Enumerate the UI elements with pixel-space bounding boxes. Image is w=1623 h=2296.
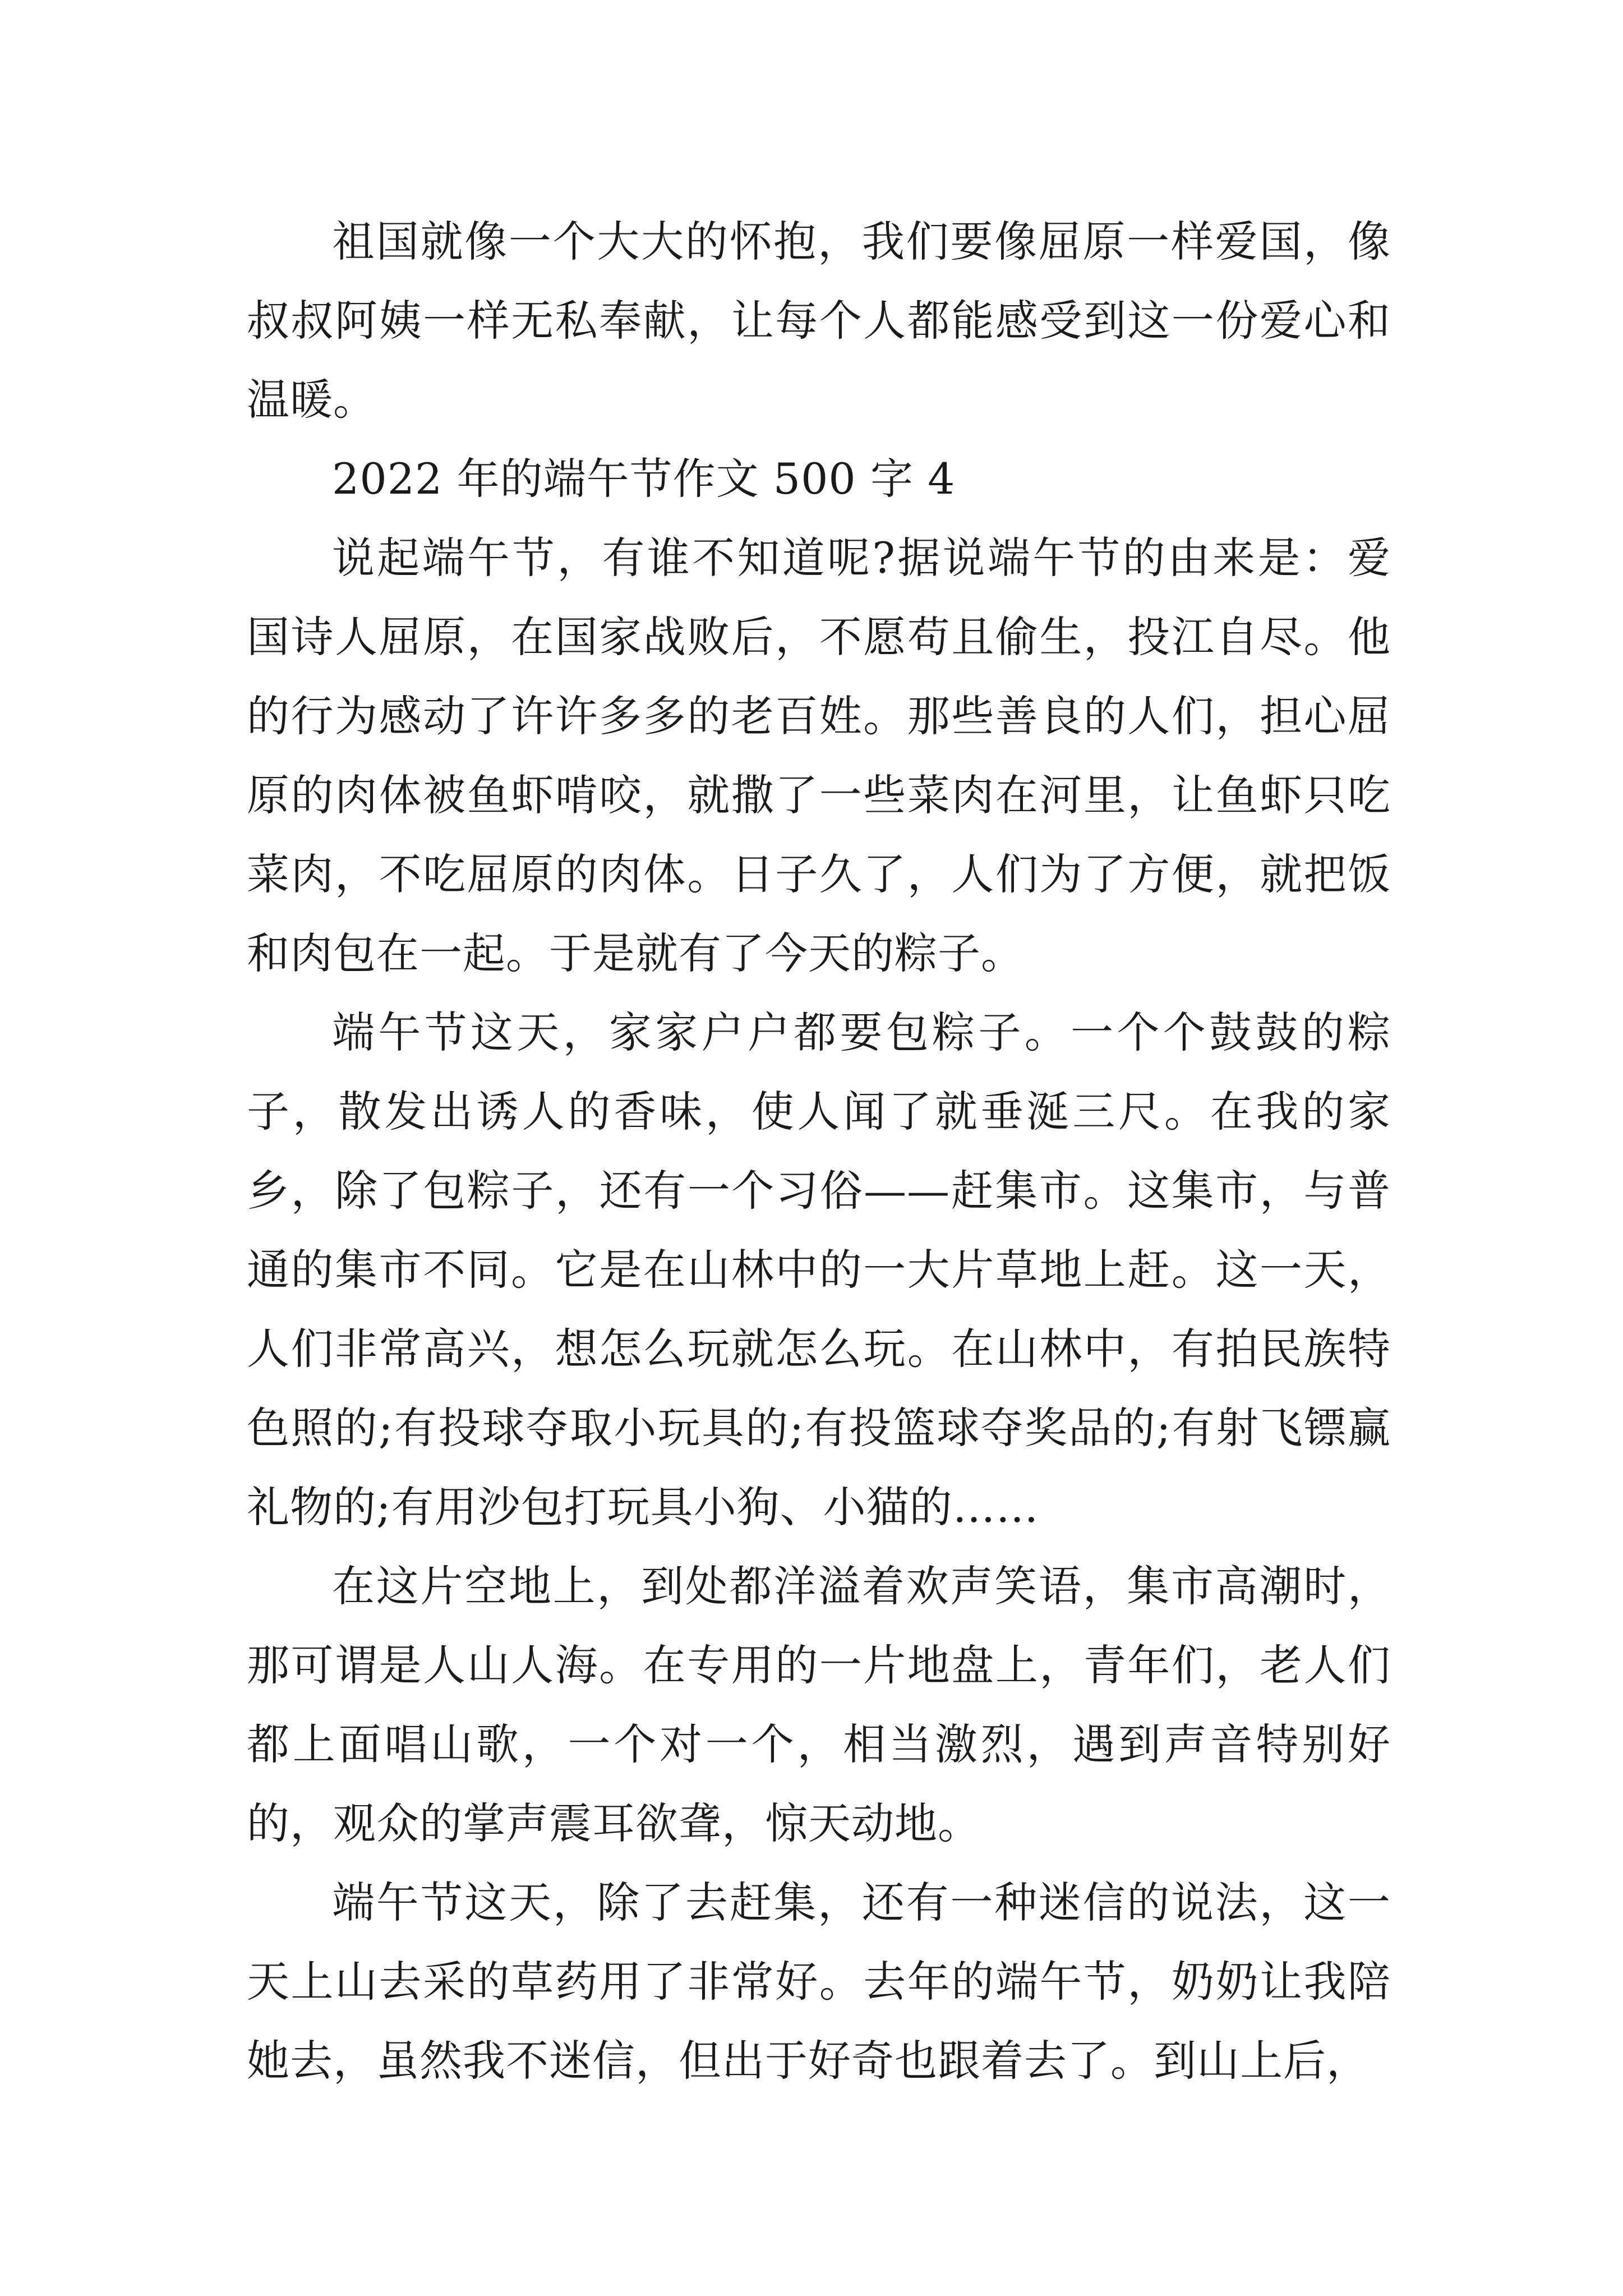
- paragraph-origin: 说起端午节，有谁不知道呢?据说端午节的由来是：爱国诗人屈原，在国家战败后，不愿苟且偷生，投江自尽。他的行为感动了许许多多的老百姓。那些善良的人们，担心屈原的肉体被鱼虾啃咬，就撒了一些菜肉在河里，让鱼虾只吃菜肉，不吃屈原的肉体。日子久了，人们为了方便，就把饭和肉包在一起。于是就有了今天的粽子。: [247, 533, 1391, 978]
- paragraph-patriotism: 祖国就像一个大大的怀抱，我们要像屈原一样爱国，像叔叔阿姨一样无私奉献，让每个人都能感受到这一份爱心和温暖。: [247, 217, 1391, 425]
- document-body: [247, 202, 1391, 2100]
- essay-heading: 2022 年的端午节作文 500 字 4: [332, 454, 956, 504]
- paragraph-singing: 在这片空地上，到处都洋溢着欢声笑语，集市高潮时，那可谓是人山人海。在专用的一片地盘上，青年们，老人们都上面唱山歌，一个对一个，相当激烈，遇到声音特别好的，观众的掌声震耳欲聋，惊天动地。: [247, 1561, 1391, 1848]
- paragraph-market: 端午节这天，家家户户都要包粽子。一个个鼓鼓的粽子，散发出诱人的香味，使人闻了就垂涎三尺。在我的家乡，除了包粽子，还有一个习俗——赶集市。这集市，与普通的集市不同。它是在山林中的一大片草地上赶。这一天，人们非常高兴，想怎么玩就怎么玩。在山林中，有拍民族特色照的;有投球夺取小玩具的;有投篮球夺奖品的;有射飞镖赢礼物的;有用沙包打玩具小狗、小猫的……: [247, 1007, 1391, 1532]
- paragraph-herbs: 端午节这天，除了去赶集，还有一种迷信的说法，这一天上山去采的草药用了非常好。去年的端午节，奶奶让我陪她去，虽然我不迷信，但出于好奇也跟着去了。到山上后，: [247, 1878, 1391, 2086]
